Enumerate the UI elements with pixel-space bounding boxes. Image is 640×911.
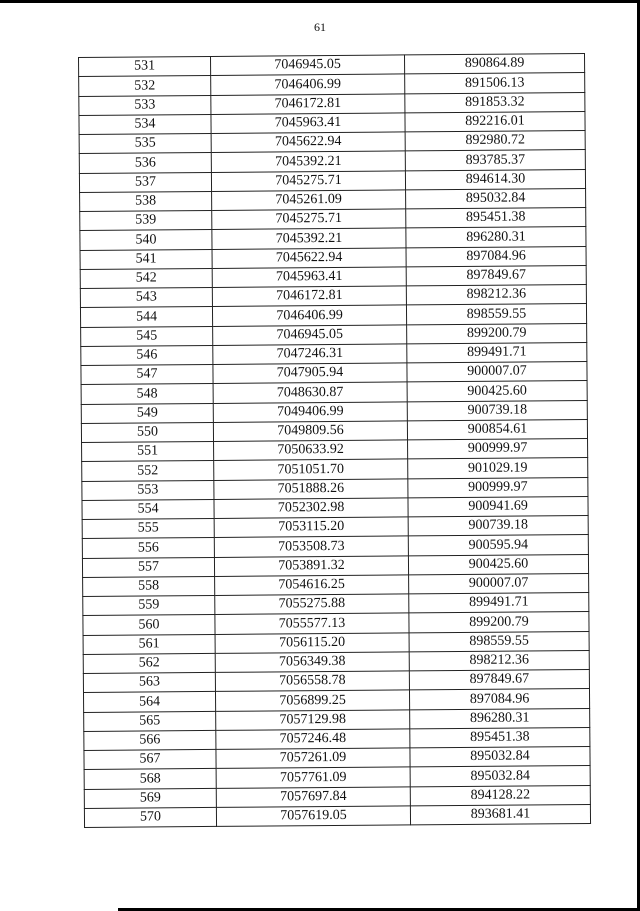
point-number-cell: 538 [80, 191, 212, 211]
y-coordinate-cell: 893785.37 [405, 150, 585, 171]
y-coordinate-cell: 900854.61 [407, 419, 587, 440]
y-coordinate-cell: 900007.07 [407, 362, 587, 383]
x-coordinate-cell: 7045275.71 [212, 209, 406, 230]
x-coordinate-cell: 7045963.41 [212, 267, 406, 288]
point-number-cell: 566 [84, 730, 216, 750]
point-number-cell: 569 [84, 788, 216, 808]
x-coordinate-cell: 7045392.21 [211, 151, 405, 172]
y-coordinate-cell: 891506.13 [405, 73, 585, 94]
point-number-cell: 547 [81, 364, 213, 384]
point-number-cell: 565 [84, 711, 216, 731]
x-coordinate-cell: 7051888.26 [214, 478, 408, 499]
y-coordinate-cell: 896280.31 [410, 708, 590, 729]
x-coordinate-cell: 7045622.94 [211, 132, 405, 153]
x-coordinate-cell: 7045392.21 [212, 228, 406, 249]
y-coordinate-cell: 900999.97 [408, 477, 588, 498]
x-coordinate-cell: 7050633.92 [214, 440, 408, 461]
point-number-cell: 563 [83, 672, 215, 692]
y-coordinate-cell: 900007.07 [409, 573, 589, 594]
point-number-cell: 556 [82, 538, 214, 558]
x-coordinate-cell: 7046945.05 [213, 324, 407, 345]
y-coordinate-cell: 890864.89 [404, 54, 584, 75]
point-number-cell: 549 [81, 403, 213, 423]
x-coordinate-cell: 7046172.81 [211, 93, 405, 114]
x-coordinate-cell: 7049809.56 [213, 421, 407, 442]
x-coordinate-cell: 7054616.25 [215, 575, 409, 596]
x-coordinate-cell: 7056115.20 [215, 632, 409, 653]
x-coordinate-cell: 7046406.99 [211, 74, 405, 95]
x-coordinate-cell: 7053891.32 [214, 555, 408, 576]
x-coordinate-cell: 7057761.09 [216, 767, 410, 788]
point-number-cell: 550 [81, 422, 213, 442]
point-number-cell: 548 [81, 384, 213, 404]
y-coordinate-cell: 900425.60 [408, 554, 588, 575]
y-coordinate-cell: 896280.31 [406, 227, 586, 248]
y-coordinate-cell: 895032.84 [410, 747, 590, 768]
page-border-top [0, 0, 640, 3]
x-coordinate-cell: 7055275.88 [215, 594, 409, 615]
point-number-cell: 545 [81, 326, 213, 346]
y-coordinate-cell: 899491.71 [409, 593, 589, 614]
y-coordinate-cell: 894614.30 [405, 169, 585, 190]
y-coordinate-cell: 900425.60 [407, 381, 587, 402]
point-number-cell: 534 [79, 114, 211, 134]
point-number-cell: 555 [82, 518, 214, 538]
x-coordinate-cell: 7053508.73 [214, 536, 408, 557]
x-coordinate-cell: 7045622.94 [212, 247, 406, 268]
y-coordinate-cell: 892980.72 [405, 131, 585, 152]
x-coordinate-cell: 7045261.09 [212, 190, 406, 211]
y-coordinate-cell: 895032.84 [410, 766, 590, 787]
x-coordinate-cell: 7057129.98 [216, 709, 410, 730]
x-coordinate-cell: 7056349.38 [215, 652, 409, 673]
point-number-cell: 535 [79, 133, 211, 153]
y-coordinate-cell: 897084.96 [409, 689, 589, 710]
point-number-cell: 557 [82, 557, 214, 577]
y-coordinate-cell: 900999.97 [408, 439, 588, 460]
point-number-cell: 540 [80, 230, 212, 250]
y-coordinate-cell: 895032.84 [406, 188, 586, 209]
point-number-cell: 537 [79, 172, 211, 192]
x-coordinate-cell: 7056558.78 [215, 671, 409, 692]
x-coordinate-cell: 7057261.09 [216, 748, 410, 769]
point-number-cell: 543 [80, 287, 212, 307]
x-coordinate-cell: 7045963.41 [211, 113, 405, 134]
y-coordinate-cell: 898559.55 [409, 631, 589, 652]
coordinate-table-body [79, 54, 591, 828]
point-number-cell: 542 [80, 268, 212, 288]
y-coordinate-cell: 897849.67 [409, 670, 589, 691]
point-number-cell: 567 [84, 749, 216, 769]
point-number-cell: 544 [80, 307, 212, 327]
coordinate-table-container [78, 53, 590, 828]
y-coordinate-cell: 897084.96 [406, 246, 586, 267]
x-coordinate-cell: 7051051.70 [214, 459, 408, 480]
point-number-cell: 568 [84, 769, 216, 789]
x-coordinate-cell: 7053115.20 [214, 517, 408, 538]
y-coordinate-cell: 895451.38 [410, 727, 590, 748]
x-coordinate-cell: 7047905.94 [213, 363, 407, 384]
point-number-cell: 558 [83, 576, 215, 596]
point-number-cell: 531 [79, 56, 211, 76]
point-number-cell: 553 [82, 480, 214, 500]
y-coordinate-cell: 892216.01 [405, 111, 585, 132]
y-coordinate-cell: 899491.71 [407, 342, 587, 363]
table-row [84, 804, 590, 827]
x-coordinate-cell: 7045275.71 [211, 170, 405, 191]
point-number-cell: 562 [83, 653, 215, 673]
x-coordinate-cell: 7056899.25 [215, 690, 409, 711]
x-coordinate-cell: 7057246.48 [216, 729, 410, 750]
page-number: 61 [314, 20, 326, 34]
y-coordinate-cell: 895451.38 [406, 208, 586, 229]
y-coordinate-cell: 898212.36 [409, 650, 589, 671]
point-number-cell: 536 [79, 153, 211, 173]
y-coordinate-cell: 899200.79 [409, 612, 589, 633]
y-coordinate-cell: 900595.94 [408, 535, 588, 556]
x-coordinate-cell: 7055577.13 [215, 613, 409, 634]
point-number-cell: 532 [79, 76, 211, 96]
x-coordinate-cell: 7049406.99 [213, 401, 407, 422]
point-number-cell: 551 [82, 441, 214, 461]
y-coordinate-cell: 898559.55 [406, 304, 586, 325]
x-coordinate-cell: 7052302.98 [214, 498, 408, 519]
point-number-cell: 546 [81, 345, 213, 365]
coordinate-table [78, 53, 591, 828]
y-coordinate-cell: 893681.41 [410, 804, 590, 825]
y-coordinate-cell: 900739.18 [408, 516, 588, 537]
y-coordinate-cell: 897849.67 [406, 265, 586, 286]
y-coordinate-cell: 894128.22 [410, 785, 590, 806]
point-number-cell: 564 [83, 692, 215, 712]
x-coordinate-cell: 7046945.05 [210, 55, 404, 76]
point-number-cell: 552 [82, 461, 214, 481]
x-coordinate-cell: 7047246.31 [213, 344, 407, 365]
point-number-cell: 560 [83, 615, 215, 635]
point-number-cell: 570 [84, 807, 216, 827]
x-coordinate-cell: 7046406.99 [212, 305, 406, 326]
y-coordinate-cell: 891853.32 [405, 92, 585, 113]
point-number-cell: 554 [82, 499, 214, 519]
x-coordinate-cell: 7057619.05 [216, 806, 410, 827]
point-number-cell: 559 [83, 595, 215, 615]
y-coordinate-cell: 901029.19 [408, 458, 588, 479]
point-number-cell: 533 [79, 95, 211, 115]
point-number-cell: 539 [80, 210, 212, 230]
point-number-cell: 541 [80, 249, 212, 269]
y-coordinate-cell: 900739.18 [407, 400, 587, 421]
point-number-cell: 561 [83, 634, 215, 654]
y-coordinate-cell: 900941.69 [408, 496, 588, 517]
x-coordinate-cell: 7046172.81 [212, 286, 406, 307]
y-coordinate-cell: 899200.79 [407, 323, 587, 344]
x-coordinate-cell: 7057697.84 [216, 786, 410, 807]
y-coordinate-cell: 898212.36 [406, 285, 586, 306]
x-coordinate-cell: 7048630.87 [213, 382, 407, 403]
